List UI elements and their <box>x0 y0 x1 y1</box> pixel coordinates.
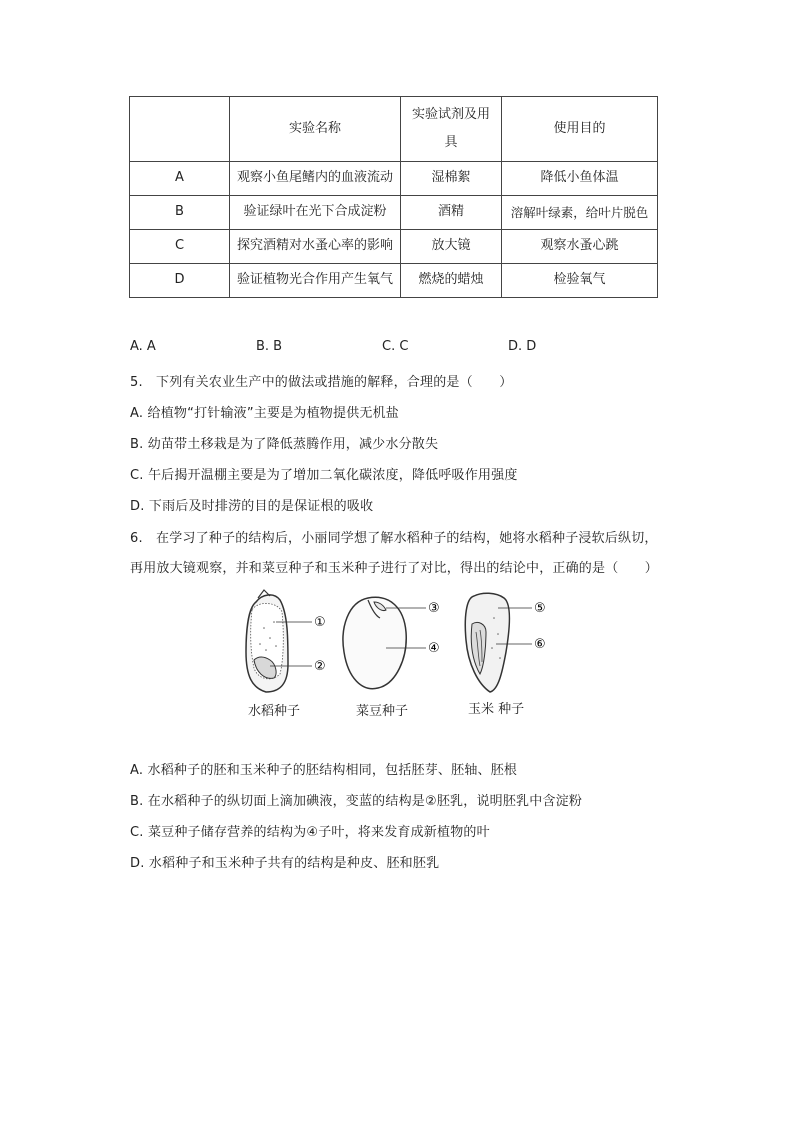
caption-rice-seed: 水稻种子 <box>248 704 301 719</box>
caption-corn-seed: 玉米 种子 <box>468 702 525 717</box>
table-header-cell <box>130 97 230 162</box>
table-header-cell: 使用目的 <box>502 97 658 162</box>
q4-option-d[interactable]: D. D <box>508 339 537 354</box>
table-cell: 观察水蚤心跳 <box>502 230 658 264</box>
q6-stem-line1: 6. 在学习了种子的结构后，小丽同学想了解水稻种子的结构，她将水稻种子浸软后纵切， <box>130 531 658 546</box>
table-cell: C <box>130 230 230 264</box>
q6-option-a[interactable]: A. 水稻种子的胚和玉米种子的胚结构相同，包括胚芽、胚轴、胚根 <box>130 763 518 778</box>
seed-structure-figure <box>236 588 566 718</box>
rice-seed-drawing <box>246 590 288 692</box>
table-cell: 溶解叶绿素，给叶片脱色 <box>502 196 658 230</box>
table-cell: 燃烧的蜡烛 <box>401 264 502 298</box>
table-cell: 观察小鱼尾鳍内的血液流动 <box>230 162 401 196</box>
table-row <box>130 162 658 196</box>
table-cell: 验证绿叶在光下合成淀粉 <box>230 196 401 230</box>
label-5: ⑤ <box>534 601 546 616</box>
table-cell: 湿棉絮 <box>401 162 502 196</box>
q4-option-c[interactable]: C. C <box>382 339 409 354</box>
table-cell: 酒精 <box>401 196 502 230</box>
label-3: ③ <box>428 601 440 616</box>
q6-option-d[interactable]: D. 水稻种子和玉米种子共有的结构是种皮、胚和胚乳 <box>130 856 440 871</box>
bean-seed-drawing <box>343 597 406 688</box>
q5-option-c[interactable]: C. 午后揭开温棚主要是为了增加二氧化碳浓度，降低呼吸作用强度 <box>130 468 518 483</box>
table-header-row <box>130 97 658 162</box>
table-cell: 放大镜 <box>401 230 502 264</box>
q6-option-b[interactable]: B. 在水稻种子的纵切面上滴加碘液，变蓝的结构是②胚乳，说明胚乳中含淀粉 <box>130 794 583 809</box>
q4-options <box>130 339 690 357</box>
table-cell: 探究酒精对水蚤心率的影响 <box>230 230 401 264</box>
experiment-table <box>129 96 658 298</box>
table-row <box>130 264 658 298</box>
table-cell: A <box>130 162 230 196</box>
q5-option-a[interactable]: A. 给植物“打针输液”主要是为植物提供无机盐 <box>130 406 399 421</box>
seed-diagram <box>236 588 566 698</box>
table-cell: 验证植物光合作用产生氧气 <box>230 264 401 298</box>
table-cell: 检验氧气 <box>502 264 658 298</box>
q4-option-b[interactable]: B. B <box>256 339 283 354</box>
label-6: ⑥ <box>534 637 546 652</box>
label-4: ④ <box>428 641 440 656</box>
table-cell: B <box>130 196 230 230</box>
table-cell: 降低小鱼体温 <box>502 162 658 196</box>
q5-option-b[interactable]: B. 幼苗带土移栽是为了降低蒸腾作用，减少水分散失 <box>130 437 439 452</box>
table-row <box>130 196 658 230</box>
q6-stem-line2: 再用放大镜观察，并和菜豆种子和玉米种子进行了对比，得出的结论中，正确的是（ ） <box>130 561 659 576</box>
label-1: ① <box>314 615 326 630</box>
table-cell: D <box>130 264 230 298</box>
q4-option-a[interactable]: A. A <box>130 339 156 354</box>
label-2: ② <box>314 659 326 674</box>
q5-option-d[interactable]: D. 下雨后及时排涝的目的是保证根的吸收 <box>130 499 374 514</box>
table-header-cell: 实验试剂及用具 <box>401 97 502 162</box>
table-header-cell: 实验名称 <box>230 97 401 162</box>
q6-option-c[interactable]: C. 菜豆种子储存营养的结构为④子叶，将来发育成新植物的叶 <box>130 825 490 840</box>
caption-bean-seed: 菜豆种子 <box>356 704 409 719</box>
table-row <box>130 230 658 264</box>
q5-stem: 5. 下列有关农业生产中的做法或措施的解释，合理的是（ ） <box>130 375 513 390</box>
